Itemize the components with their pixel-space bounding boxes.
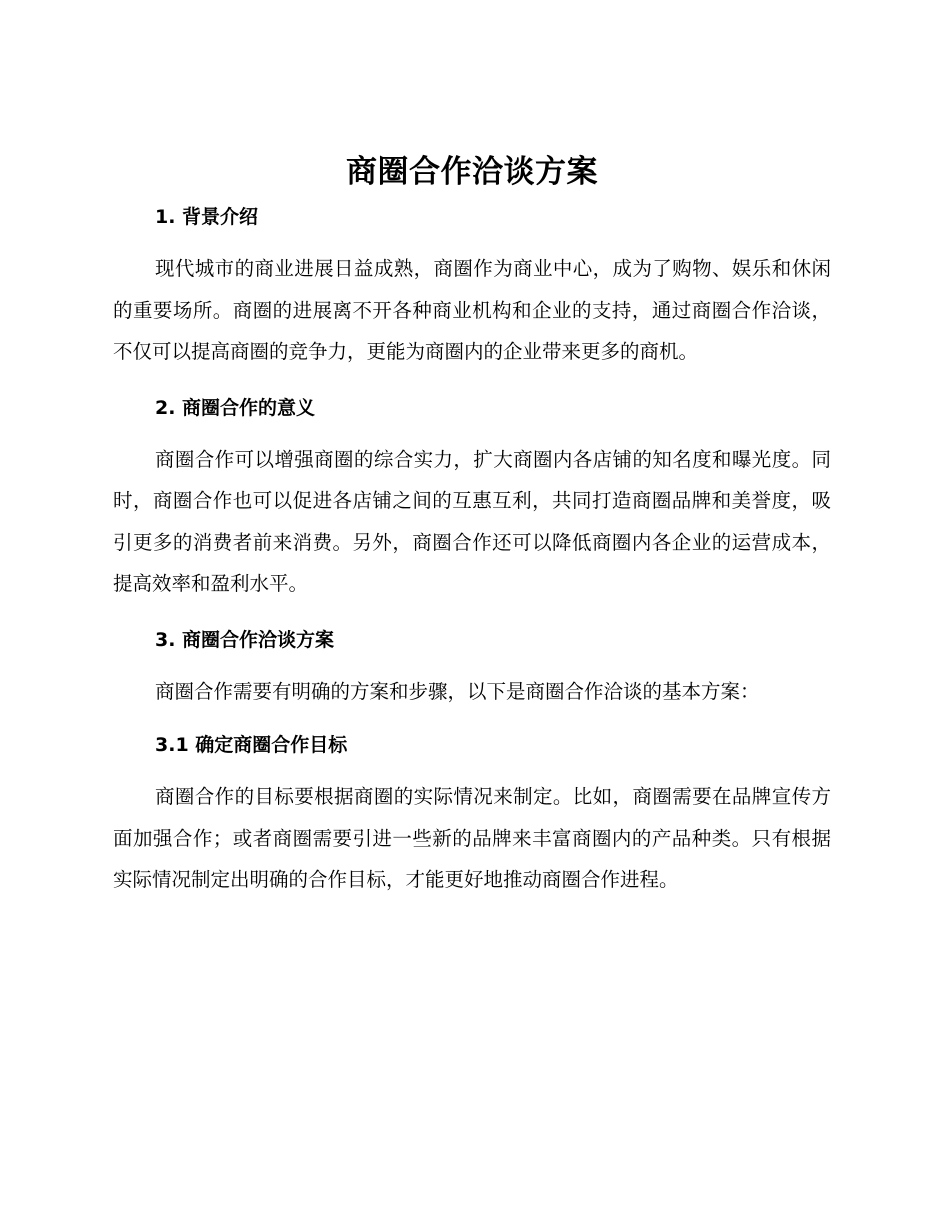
section-heading-background: 1. 背景介绍 — [155, 206, 259, 228]
section-heading-significance: 2. 商圈合作的意义 — [155, 396, 316, 419]
section-paragraph-goals: 商圈合作的目标要根据商圈的实际情况来制定。比如，商圈需要在品牌宣传方面加强合作；或者商圈需要引进一些新的品牌来丰富商圈内的产品种类。只有根据实际情况制定出明确的合作目标，才能更好地推动商圈合作进程。 — [113, 785, 831, 891]
section-paragraph-significance: 商圈合作可以增强商圈的综合实力，扩大商圈内各店铺的知名度和曝光度。同时，商圈合作也可以促进各店铺之间的互惠互利，共同打造商圈品牌和美誉度，吸引更多的消费者前来消费。另外，商圈合作还可以降低商圈内各企业的运营成本，提高效率和盈利水平。 — [113, 447, 831, 595]
section-paragraph-plan: 商圈合作需要有明确的方案和步骤，以下是商圈合作洽谈的基本方案： — [155, 679, 760, 703]
section-heading-plan: 3. 商圈合作洽谈方案 — [155, 628, 335, 651]
document-title: 商圈合作洽谈方案 — [346, 154, 598, 190]
section-heading-goals: 3.1 确定商圈合作目标 — [155, 734, 348, 756]
document-page — [113, 150, 831, 901]
section-paragraph-background: 现代城市的商业进展日益成熟，商圈作为商业中心，成为了购物、娱乐和休闲的重要场所。商圈的进展离不开各种商业机构和企业的支持，通过商圈合作洽谈，不仅可以提高商圈的竞争力，更能为商圈内的企业带来更多的商机。 — [113, 257, 831, 363]
